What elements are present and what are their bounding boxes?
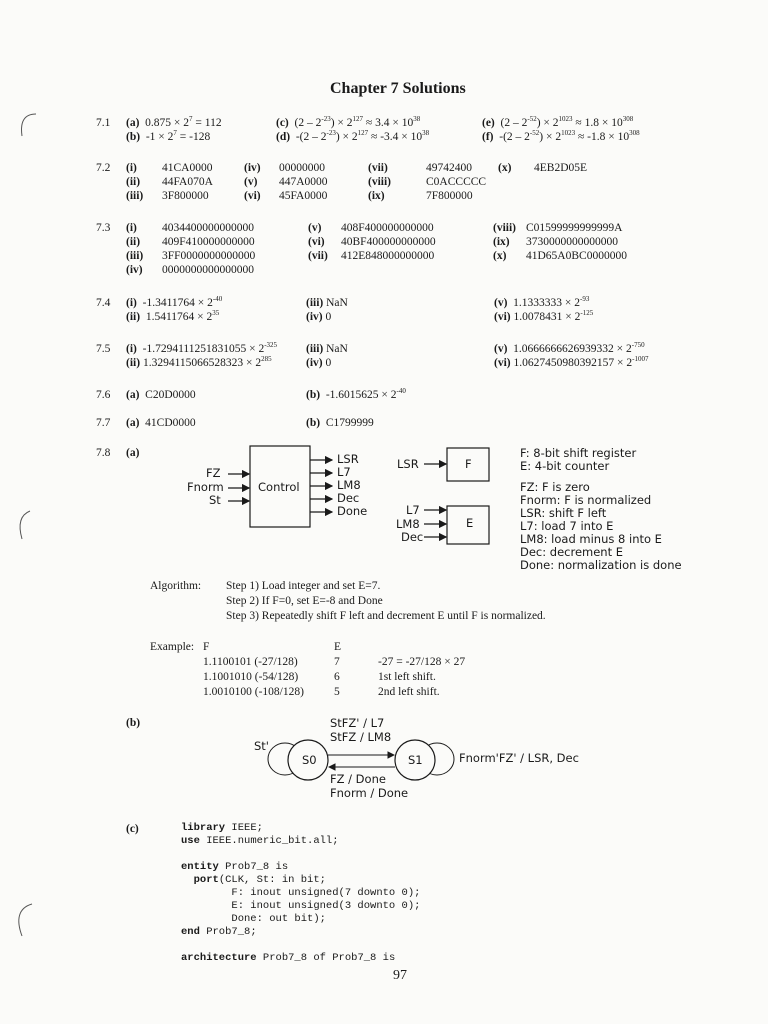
transition-label: StFZ / LM8 — [330, 730, 392, 744]
input-label: Fnorm — [187, 480, 224, 494]
legend-item: L7: load 7 into E — [520, 519, 614, 533]
answer-7-4-vi: (vi) $1.0078431 \times 2^{-125}$ — [494, 309, 594, 323]
algorithm-step: Step 1) Load integer and set E=7. — [226, 580, 381, 592]
code-line: Done: out bit); — [181, 913, 326, 925]
list-item-value: 3F800000 — [162, 190, 209, 202]
list-item: (ix) — [368, 190, 385, 202]
list-item: (iv) — [126, 264, 143, 276]
example-note: 2nd left shift. — [378, 686, 440, 698]
transition-label: StFZ' / L7 — [330, 716, 385, 730]
answer-7-5-iii: (iii) NaN — [306, 343, 348, 355]
list-item: (v) — [244, 176, 258, 188]
code-block — [181, 822, 420, 965]
example-e-value: 7 — [334, 656, 340, 668]
example-note: 1st left shift. — [378, 671, 436, 683]
code-line: use IEEE.numeric_bit.all; — [181, 835, 339, 847]
answer-7-1-d: (d) $-(2 - 2^{-23}) \times 2^{127} \approx -3.4 \times 10^{38}$ — [276, 129, 430, 143]
input-label: Dec — [401, 530, 424, 544]
binder-hole-mark — [10, 108, 40, 148]
example-note: -27 = -27/128 × 27 — [378, 656, 466, 668]
example-col-f: F — [203, 641, 210, 653]
binder-hole-mark — [6, 898, 36, 942]
answer-7-4-v: (v) $1.1333333 \times 2^{-93}$ — [494, 295, 590, 309]
page-title: Chapter 7 Solutions — [330, 80, 466, 97]
list-item-value: 4034400000000000 — [162, 222, 254, 234]
answer-7-4-iii: (iii) NaN — [306, 297, 348, 309]
problem-number: 7.3 — [96, 222, 111, 234]
state-label: S1 — [408, 753, 423, 767]
answer-7-5-i: (i) $-1.7294111251831055 \times 2^{-325}$ — [126, 341, 278, 355]
input-label: LSR — [397, 457, 419, 471]
output-label: LSR — [337, 452, 359, 466]
algorithm-label: Algorithm: — [150, 580, 202, 592]
code-line: end Prob7_8; — [181, 926, 257, 938]
list-item: (ii) — [126, 176, 141, 188]
list-item: (vii) — [368, 162, 388, 174]
answer-7-4-ii: (ii) $1.5411764 \times 2^{35}$ — [126, 309, 220, 323]
list-item-value: 41D65A0BC0000000 — [526, 250, 627, 262]
list-item-value: 0000000000000000 — [162, 264, 254, 276]
control-label: Control — [258, 480, 300, 494]
list-item-value: 41CA0000 — [162, 162, 213, 174]
legend-item: Done: normalization is done — [520, 558, 682, 572]
state-label: S0 — [302, 753, 317, 767]
algorithm-step: Step 2) If F=0, set E=-8 and Done — [226, 595, 383, 607]
list-item: (iv) — [244, 162, 261, 174]
list-item: (viii) — [493, 222, 516, 234]
output-label: LM8 — [337, 478, 361, 492]
answer-7-1-b: (b) $-1 \times 2^7 = -128$ — [126, 129, 211, 143]
answer-7-4-iv: (iv) 0 — [306, 311, 332, 323]
part-label: (a) — [126, 447, 140, 459]
list-item-value: 4EB2D05E — [534, 162, 588, 174]
algorithm-step: Step 3) Repeatedly shift F left and decrement E until F is normalized. — [226, 610, 546, 622]
list-item-value: 00000000 — [279, 162, 325, 174]
output-label: L7 — [337, 465, 351, 479]
problem-number: 7.7 — [96, 417, 111, 429]
legend-item: LM8: load minus 8 into E — [520, 532, 662, 546]
problem-number: 7.1 — [96, 117, 111, 129]
self-loop-label: Fnorm'FZ' / LSR, Dec — [459, 751, 579, 765]
list-item: (ii) — [126, 236, 141, 248]
code-line: architecture Prob7_8 of Prob7_8 is — [181, 952, 396, 964]
list-item-value: 44FA070A — [162, 176, 213, 188]
list-item: (v) — [308, 222, 322, 234]
code-line: library IEEE; — [181, 822, 263, 834]
answer-7-1-c: (c) $(2 - 2^{-23}) \times 2^{127} \approx 3.4 \times 10^{38}$ — [276, 115, 421, 129]
problem-number: 7.6 — [96, 389, 111, 401]
list-item: (viii) — [368, 176, 391, 188]
part-label: (b) — [126, 717, 141, 729]
answer-7-7-a: (a) 41CD0000 — [126, 417, 196, 429]
output-label: Done — [337, 504, 368, 518]
answer-7-1-e: (e) $(2 - 2^{-52}) \times 2^{1023} \approx 1.8 \times 10^{308}$ — [482, 115, 634, 129]
example-f-value: 1.1001010 (-54/128) — [203, 671, 299, 683]
code-line: port(CLK, St: in bit; — [181, 874, 326, 886]
legend-item: FZ: F is zero — [520, 480, 590, 494]
answer-7-5-ii: (ii) $1.3294115066528323 \times 2^{285}$ — [126, 355, 272, 369]
binder-hole-mark — [8, 505, 38, 545]
list-item-value: 409F410000000000 — [162, 236, 255, 248]
list-item-value: 45FA0000 — [279, 190, 328, 202]
answer-7-1-f: (f) $-(2 - 2^{-52}) \times 2^{1023} \approx -1.8 \times 10^{308}$ — [482, 129, 640, 143]
list-item-value: 49742400 — [426, 162, 472, 174]
example-f-value: 1.1100101 (-27/128) — [203, 656, 298, 668]
list-item: (vi) — [308, 236, 325, 248]
example-label: Example: — [150, 641, 195, 653]
answer-7-1-a: (a) $0.875 \times 2^7 = 112$ — [126, 115, 222, 129]
answer-7-6-a: (a) C20D0000 — [126, 389, 196, 401]
input-label: LM8 — [396, 517, 420, 531]
code-line: E: inout unsigned(3 downto 0); — [181, 900, 421, 912]
input-label: St — [209, 493, 221, 507]
list-item-value: 408F400000000000 — [341, 222, 434, 234]
list-item: (i) — [126, 222, 137, 234]
list-item-value: 7F800000 — [426, 190, 473, 202]
problem-number: 7.2 — [96, 162, 111, 174]
list-item-value: C0ACCCCC — [426, 176, 487, 188]
list-item: (ix) — [493, 236, 510, 248]
answer-7-5-v: (v) $1.0666666626939332 \times 2^{-750}$ — [494, 341, 645, 355]
answer-7-6-b: (b) $-1.6015625 \times 2^{-40}$ — [306, 387, 406, 401]
legend-item: LSR: shift F left — [520, 506, 607, 520]
input-label: FZ — [206, 466, 221, 480]
e-counter-label: E — [466, 516, 474, 530]
self-loop-label: St' — [254, 739, 269, 753]
list-item: (iii) — [126, 190, 144, 202]
example-f-value: 1.0010100 (-108/128) — [203, 686, 304, 698]
answer-7-5-iv: (iv) 0 — [306, 357, 332, 369]
problem-number: 7.8 — [96, 447, 111, 459]
code-line: entity Prob7_8 is — [181, 861, 289, 873]
list-item: (vi) — [244, 190, 261, 202]
example-col-e: E — [334, 641, 342, 653]
list-item-value: C01599999999999A — [526, 222, 623, 234]
code-line — [181, 848, 420, 861]
list-item-value: 412E848000000000 — [341, 250, 435, 262]
example-e-value: 6 — [334, 671, 340, 683]
list-item-value: 40BF400000000000 — [341, 236, 436, 248]
code-line — [181, 939, 420, 952]
legend-item: E: 4-bit counter — [520, 459, 610, 473]
legend-item: Fnorm: F is normalized — [520, 493, 652, 507]
answer-7-5-vi: (vi) $1.0627450980392157 \times 2^{-1007}$ — [494, 355, 649, 369]
list-item-value: 3FF0000000000000 — [162, 250, 256, 262]
problem-number: 7.5 — [96, 343, 111, 355]
code-line: F: inout unsigned(7 downto 0); — [181, 887, 421, 899]
example-e-value: 5 — [334, 686, 340, 698]
list-item-value: 3730000000000000 — [526, 236, 618, 248]
legend-item: Dec: decrement E — [520, 545, 624, 559]
list-item: (iii) — [126, 250, 144, 262]
list-item: (x) — [493, 250, 507, 262]
answer-7-4-i: (i) $-1.3411764 \times 2^{-40}$ — [126, 295, 223, 309]
list-item-value: 447A0000 — [279, 176, 328, 188]
input-label: L7 — [406, 503, 420, 517]
transition-label: Fnorm / Done — [330, 786, 409, 800]
list-item: (vii) — [308, 250, 328, 262]
legend-item: F: 8-bit shift register — [520, 446, 637, 460]
output-label: Dec — [337, 491, 360, 505]
list-item: (i) — [126, 162, 137, 174]
part-label: (c) — [126, 823, 139, 835]
answer-7-7-b: (b) C1799999 — [306, 417, 374, 429]
f-register-label: F — [465, 457, 472, 471]
page-number: 97 — [393, 968, 407, 983]
problem-number: 7.4 — [96, 297, 111, 309]
transition-label: FZ / Done — [330, 772, 386, 786]
list-item: (x) — [498, 162, 512, 174]
